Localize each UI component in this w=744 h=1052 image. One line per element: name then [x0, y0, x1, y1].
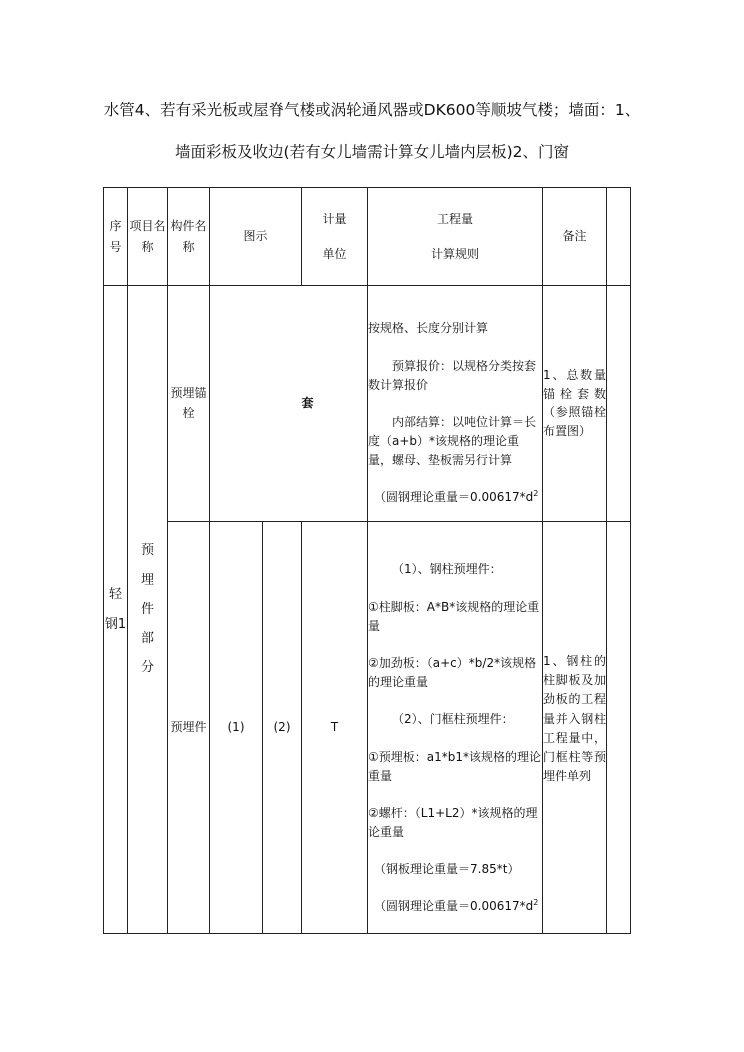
header-item-name: 项目名称: [128, 188, 168, 286]
row-anchor-bolt: [104, 286, 631, 522]
rule-line: （钢板理论重量＝7.85*t）: [374, 862, 520, 877]
unit-embedded-parts: T: [302, 522, 368, 934]
intro-line-1: 水管4、若有采光板或屋脊气楼或涡轮通风器或DK600等顺坡气楼；墙面：1、: [103, 101, 641, 119]
figure-cell-anchor-bolt: [210, 286, 302, 522]
figure-1: (1): [210, 522, 263, 934]
category-cell: 预埋件部分: [128, 286, 168, 934]
rule-line: 按规格、长度分别计算: [368, 321, 489, 336]
rule-line: ①预埋板：a1*b1*该规格的理论重量: [368, 749, 542, 783]
header-quantity-top: 工程量: [437, 211, 474, 226]
seq-cell: 轻钢1: [104, 286, 128, 934]
rule-line: [368, 897, 542, 916]
header-quantity-bottom: 计算规则: [431, 246, 480, 261]
header-unit-bottom: 单位: [322, 246, 347, 261]
rules-anchor-bolt: [368, 286, 543, 522]
header-quantity: [368, 188, 543, 286]
row-embedded-parts: [104, 522, 631, 934]
blank-header-cell: [607, 188, 631, 286]
superscript: 2: [533, 489, 539, 499]
rule-line: ②加劲板：（a+c）*b/2*该规格的理论重量: [368, 655, 537, 690]
rule-line: ②螺杆：（L1+L2）*该规格的理论重量: [368, 805, 538, 840]
remark-embedded-parts: 1、钢柱的柱脚板及加劲板的工程量并入钢柱工程量中，门框柱等预埋件单列: [543, 522, 607, 934]
header-remark: 备注: [543, 188, 607, 286]
header-member-name: 构件名称: [168, 188, 210, 286]
member-anchor-bolt: 预埋锚栓: [168, 286, 210, 522]
blank-cell: [607, 286, 631, 522]
rule-line: （1）、钢柱预埋件：: [392, 562, 502, 577]
rules-embedded-parts: [368, 522, 543, 934]
rule-line: 内部结算：以吨位计算＝长度（a+b）*该规格的理论重量，螺母、垫板需另行计算: [368, 414, 537, 468]
rule-line: 预算报价：以规格分类按套数计算报价: [368, 358, 537, 392]
header-unit: [302, 188, 368, 286]
calculation-rules-table: [103, 187, 631, 934]
rule-text: （圆钢理论重量＝0.00617*d: [374, 490, 534, 505]
superscript: 2: [533, 898, 539, 908]
unit-anchor-bolt: 套: [302, 286, 368, 522]
intro-line-2: 墙面彩板及收边(若有女儿墙需计算女儿墙内层板)2、门窗: [175, 143, 569, 161]
header-seq: 序号: [104, 188, 128, 286]
remark-anchor-bolt: 1、总数量锚栓套数（参照锚栓布置图）: [543, 286, 607, 522]
rule-line: [368, 488, 542, 507]
header-unit-top: 计量: [322, 211, 347, 226]
rule-line: （2）、门框柱预埋件：: [392, 712, 514, 727]
figure-2: (2): [263, 522, 302, 934]
rule-line: ①柱脚板：A*B*该规格的理论重量: [368, 599, 540, 633]
header-row: [104, 188, 631, 286]
member-embedded-parts: 预埋件: [168, 522, 210, 934]
blank-cell: [607, 522, 631, 934]
header-figure: 图示: [210, 188, 302, 286]
rule-text: （圆钢理论重量＝0.00617*d: [374, 899, 534, 914]
